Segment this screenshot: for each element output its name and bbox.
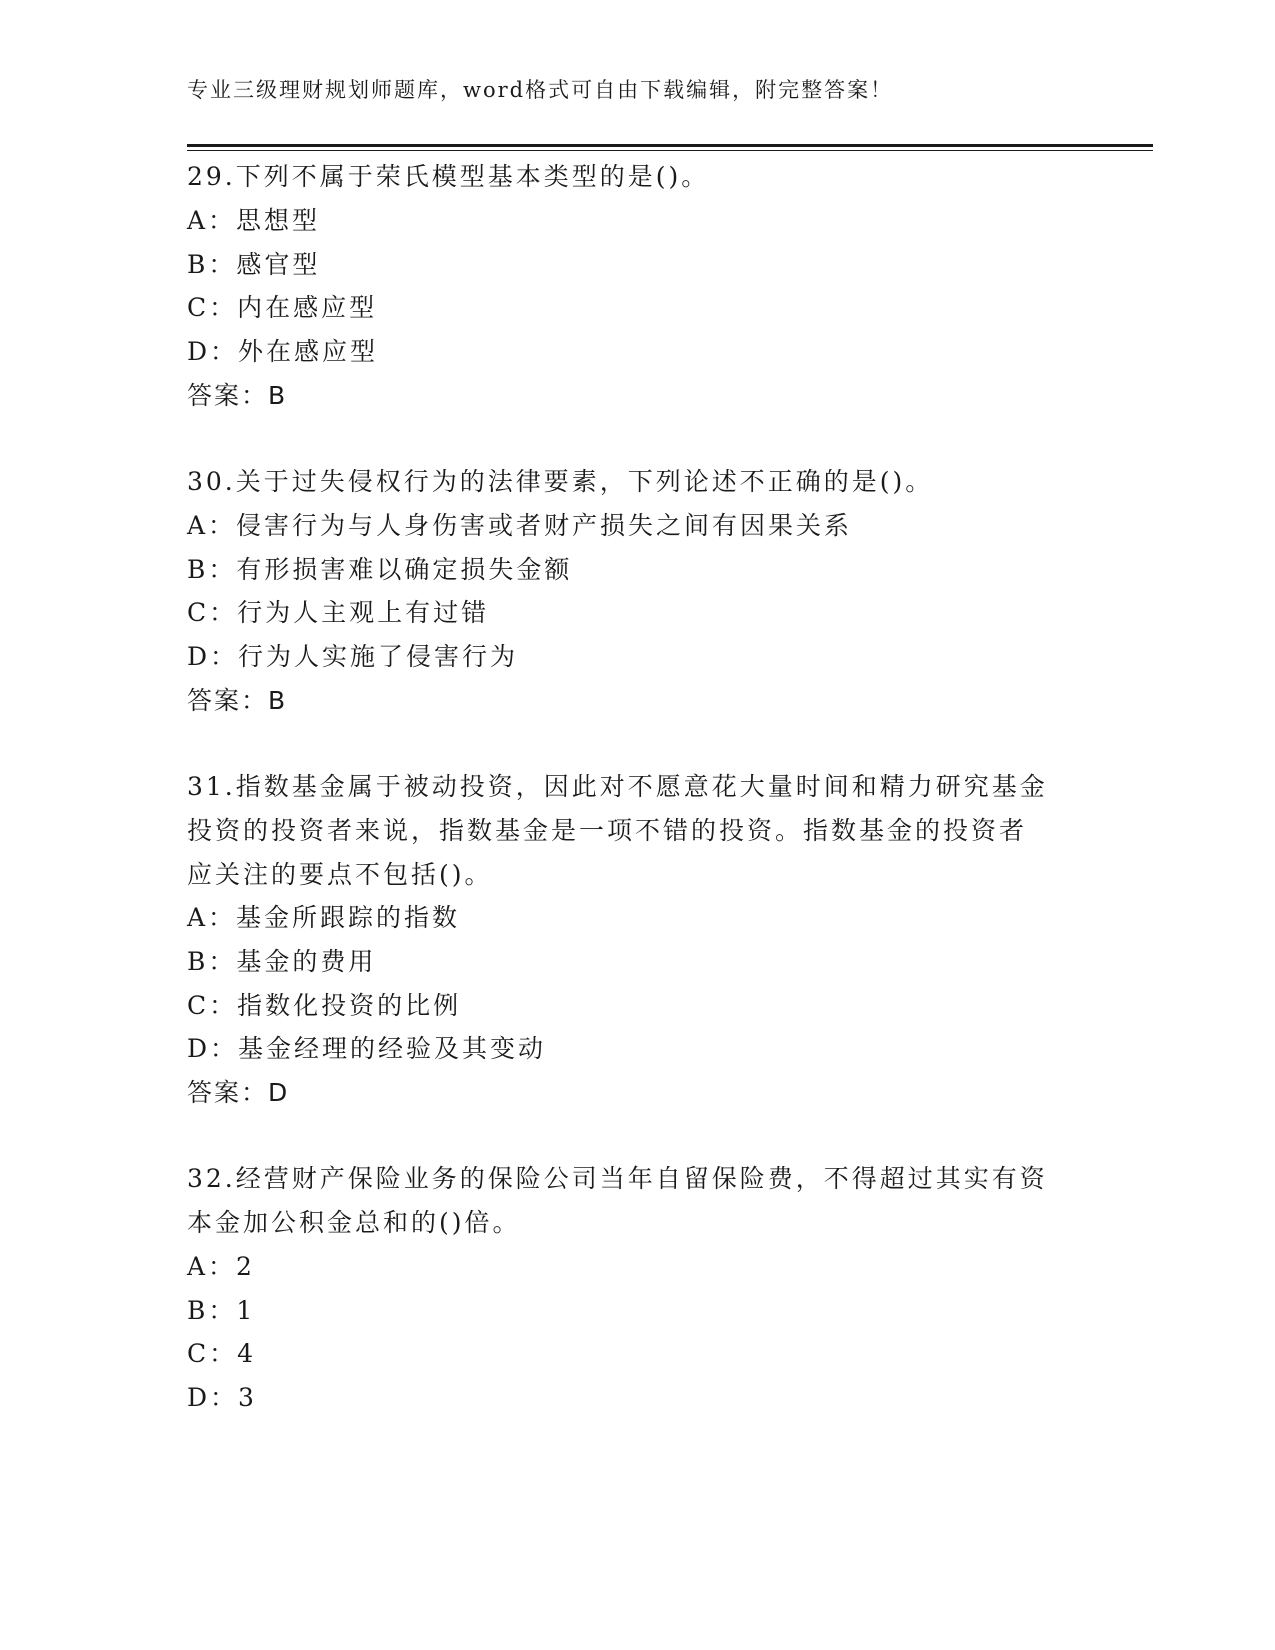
- header-rule-thin: [187, 150, 1153, 151]
- question-stem-line-1: 31.指数基金属于被动投资，因此对不愿意花大量时间和精力研究基金: [187, 772, 1048, 801]
- question-stem-line-3: 应关注的要点不包括()。: [187, 860, 493, 889]
- option-d: D：3: [187, 1383, 257, 1412]
- option-d: D：外在感应型: [187, 337, 379, 366]
- answer-label: 答案：D: [187, 1078, 290, 1107]
- page-header: 专业三级理财规划师题库，word格式可自由下载编辑，附完整答案！: [187, 78, 894, 102]
- option-d: D：基金经理的经验及其变动: [187, 1034, 547, 1063]
- answer-label: 答案：B: [187, 381, 288, 410]
- option-b: B：基金的费用: [187, 947, 377, 976]
- question-stem: 30.关于过失侵权行为的法律要素，下列论述不正确的是()。: [187, 467, 934, 496]
- question-stem: 29.下列不属于荣氏模型基本类型的是()。: [187, 162, 710, 191]
- option-a: A：2: [187, 1252, 255, 1281]
- question-stem-line-1: 32.经营财产保险业务的保险公司当年自留保险费，不得超过其实有资: [187, 1164, 1048, 1193]
- option-c: C：指数化投资的比例: [187, 991, 462, 1020]
- option-a: A：基金所跟踪的指数: [187, 903, 461, 932]
- option-c: C：内在感应型: [187, 293, 378, 322]
- answer-label: 答案：B: [187, 686, 288, 715]
- option-b: B：1: [187, 1296, 256, 1325]
- option-c: C：行为人主观上有过错: [187, 598, 490, 627]
- header-rule-thick: [187, 144, 1153, 147]
- option-a: A：侵害行为与人身伤害或者财产损失之间有因果关系: [187, 511, 853, 540]
- option-b: B：有形损害难以确定损失金额: [187, 555, 573, 584]
- question-stem-line-2: 投资的投资者来说，指数基金是一项不错的投资。指数基金的投资者: [187, 816, 1028, 845]
- option-c: C：4: [187, 1339, 257, 1368]
- question-stem-line-2: 本金加公积金总和的()倍。: [187, 1208, 521, 1237]
- option-a: A：思想型: [187, 206, 321, 235]
- option-b: B：感官型: [187, 250, 321, 279]
- option-d: D：行为人实施了侵害行为: [187, 642, 519, 671]
